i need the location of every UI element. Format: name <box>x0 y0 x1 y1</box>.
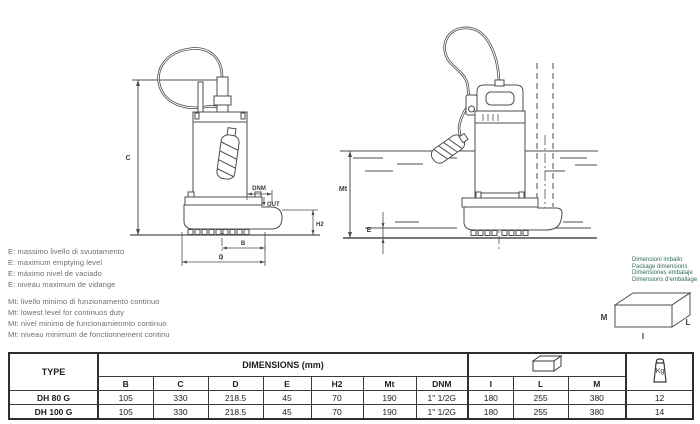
col-header-d: D <box>208 377 263 391</box>
value-b: 105 <box>98 405 153 420</box>
note-line: E: niveau maximum de vidange <box>8 280 116 289</box>
dim-label-dnm: DNM <box>252 186 266 192</box>
table-row <box>9 405 693 420</box>
value-l: 255 <box>513 391 568 405</box>
value-m: 380 <box>568 391 626 405</box>
note-line: Mt: lowest level for continuos duty <box>8 308 125 317</box>
value-l: 255 <box>513 405 568 420</box>
value-i: 180 <box>468 391 513 405</box>
pump-type: DH 80 G <box>9 391 98 405</box>
package-box-header-cell <box>468 353 626 377</box>
note-line: Mt: livello minimo di funzionamento continuo <box>8 297 160 306</box>
value-i: 180 <box>468 405 513 420</box>
value-h2: 70 <box>311 405 363 420</box>
note-mt-block <box>8 296 170 340</box>
dim-label-mt: Mt <box>338 186 348 193</box>
dim-label-c: C <box>125 155 131 162</box>
value-dnm: 1" 1/2G <box>416 405 468 420</box>
col-header-m: M <box>568 377 626 391</box>
package-box-diagram <box>595 283 700 345</box>
weight-header-cell <box>626 353 693 391</box>
kg-weight-icon <box>649 357 671 385</box>
table-row <box>9 391 693 405</box>
package-box-icon <box>527 354 567 374</box>
value-d: 218.5 <box>208 391 263 405</box>
caption-line: Dimensioni imballo <box>632 257 683 263</box>
value-e: 45 <box>263 391 311 405</box>
note-line: Mt: niveau minimum de fonctionnement continu <box>8 330 170 339</box>
value-mt: 190 <box>363 405 416 420</box>
caption-line: Dimensiones embalaje <box>632 270 693 276</box>
note-line: E: massimo livello di svuotamento <box>8 247 125 256</box>
package-label-m: M <box>600 313 608 322</box>
col-header-c: C <box>153 377 208 391</box>
note-e-block <box>8 246 124 290</box>
col-header-dnm: DNM <box>416 377 468 391</box>
note-line: E: máximo nivel de vaciado <box>8 269 102 278</box>
col-header-i: I <box>468 377 513 391</box>
pump-installation-drawing <box>335 8 605 260</box>
dimensions-table <box>8 352 694 420</box>
caption-line: Dimensions d'emballage <box>632 276 698 283</box>
note-line: E: maximum emptying level <box>8 258 103 267</box>
col-header-b: B <box>98 377 153 391</box>
value-h2: 70 <box>311 391 363 405</box>
pump-type: DH 100 G <box>9 405 98 420</box>
value-dnm: 1" 1/2G <box>416 391 468 405</box>
value-d: 218.5 <box>208 405 263 420</box>
package-label-i: I <box>641 332 645 341</box>
value-kg: 14 <box>626 405 693 420</box>
dim-label-h2: H2 <box>316 222 324 228</box>
caption-line: Package dimensions <box>632 263 688 270</box>
col-header-mt: Mt <box>363 377 416 391</box>
package-dimensions-caption <box>632 257 700 283</box>
dim-label-d: D <box>218 255 224 261</box>
value-kg: 12 <box>626 391 693 405</box>
value-b: 105 <box>98 391 153 405</box>
col-header-dimensions: DIMENSIONS (mm) <box>98 353 468 377</box>
value-c: 330 <box>153 391 208 405</box>
kg-icon-label: Kg <box>655 368 664 375</box>
col-header-type: TYPE <box>9 353 98 391</box>
col-header-h2: H2 <box>311 377 363 391</box>
col-header-e: E <box>263 377 311 391</box>
pump-dimension-drawing <box>95 10 330 272</box>
note-line: Mt: nivel minimo de funcionamienmto continuo <box>8 319 167 328</box>
value-mt: 190 <box>363 391 416 405</box>
dim-label-e: E <box>366 227 372 234</box>
value-e: 45 <box>263 405 311 420</box>
package-label-l: L <box>685 318 691 327</box>
dim-label-out: OUT <box>267 202 280 208</box>
dim-label-b: B <box>240 241 246 247</box>
value-c: 330 <box>153 405 208 420</box>
col-header-l: L <box>513 377 568 391</box>
value-m: 380 <box>568 405 626 420</box>
